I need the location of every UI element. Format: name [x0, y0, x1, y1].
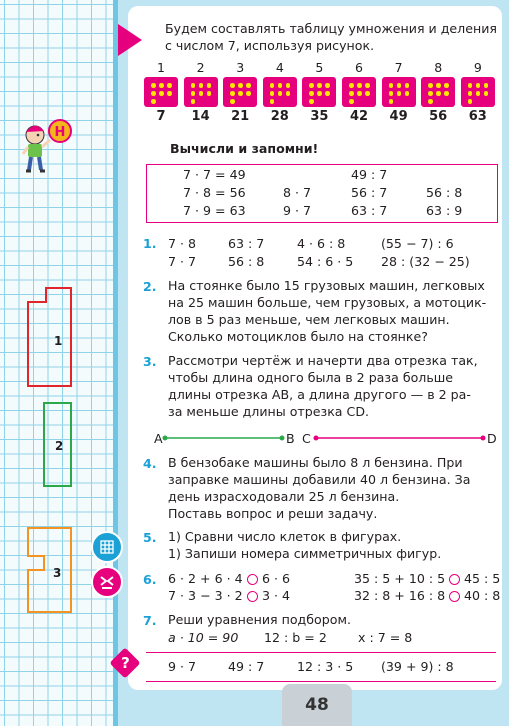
die-total: 21 — [231, 109, 250, 124]
task-1-expr: 63 : 7 — [228, 236, 265, 251]
die-dot — [325, 83, 330, 88]
memo-cell: 9 · 7 — [283, 203, 312, 218]
die-dot — [286, 83, 291, 88]
segment-label-d: D — [487, 431, 497, 446]
die-dot — [230, 91, 235, 96]
memo-cell: 7 · 8 = 56 — [183, 185, 246, 200]
die-dot — [349, 99, 354, 104]
die-dot — [167, 83, 172, 88]
die-count: 1 — [157, 60, 165, 75]
segment-label-c: C — [302, 431, 311, 446]
die-dot — [270, 83, 275, 88]
task-7-equation: 12 : b = 2 — [264, 630, 327, 645]
memo-cell: 63 : 9 — [426, 203, 463, 218]
die-dot — [468, 99, 473, 104]
die-dot — [246, 83, 251, 88]
die-dot — [230, 99, 235, 104]
task-4-line: день израсходовали 25 л бензина. — [168, 489, 400, 504]
die-item — [381, 61, 417, 125]
die-dot — [199, 91, 204, 96]
die-dot — [191, 91, 196, 96]
die-dot — [151, 99, 156, 104]
task-6-expr: 7 · 3 − 3 · 2 — [168, 588, 243, 603]
mascot-letter: Н — [54, 125, 66, 140]
die-total: 42 — [349, 109, 369, 124]
task-2-line: На стоянке было 15 грузовых машин, легковых — [168, 278, 485, 293]
die-dot — [159, 83, 164, 88]
die-count: 6 — [355, 60, 363, 75]
die-item — [460, 61, 496, 125]
task-3-line: Рассмотри чертёж и начерти два отрезка так, — [168, 353, 478, 368]
page-number: 48 — [282, 684, 352, 726]
compare-circle[interactable] — [247, 574, 258, 585]
die-dot — [207, 91, 212, 96]
task-1-expr: 54 : 6 · 5 — [297, 254, 354, 269]
die-dot — [468, 83, 473, 88]
die-dot — [325, 91, 330, 96]
die-dot — [230, 83, 235, 88]
die-dot — [428, 99, 433, 104]
die-item — [183, 61, 219, 125]
task-1-expr: 28 : (32 − 25) — [381, 254, 470, 269]
die-total: 49 — [389, 109, 408, 124]
compare-circle[interactable] — [247, 591, 258, 602]
figure-2-label: 2 — [55, 439, 64, 453]
die-dot — [151, 83, 156, 88]
die-dot — [270, 91, 275, 96]
die-dot — [436, 91, 441, 96]
die-dot — [270, 99, 275, 104]
die-dot — [349, 83, 354, 88]
section-marker-icon — [118, 24, 142, 56]
die-dot — [349, 91, 354, 96]
memo-cell: 56 : 8 — [426, 185, 463, 200]
task-6-number: 6. — [143, 572, 157, 587]
die-dot — [309, 99, 314, 104]
die-dot — [286, 91, 291, 96]
task-6-expr: 40 : 8 — [464, 588, 501, 603]
task-1-expr: (55 − 7) : 6 — [381, 236, 454, 251]
die-dot — [199, 83, 204, 88]
die-dot — [484, 83, 489, 88]
task-6-expr: 45 : 5 — [464, 571, 501, 586]
die-count: 2 — [196, 60, 205, 75]
die-item — [420, 61, 456, 125]
die-dot — [278, 91, 283, 96]
grid-icon — [91, 531, 123, 563]
task-2-line: Сколько мотоциклов было на стоянке? — [168, 329, 428, 344]
die-dot — [238, 83, 243, 88]
die-dot — [397, 83, 402, 88]
compare-circle[interactable] — [449, 574, 460, 585]
segment-label-b: B — [286, 431, 295, 446]
die-count: 8 — [434, 60, 443, 75]
die-total: 7 — [156, 109, 166, 124]
question-symbol: ? — [121, 654, 130, 672]
die-icon — [223, 77, 257, 107]
die-dot — [207, 83, 212, 88]
task-5-line: 1) Запиши номера симметричных фигур. — [168, 546, 442, 561]
die-item — [262, 61, 298, 125]
task-3-line: за меньше длины отрезка CD. — [168, 404, 370, 419]
memo-cell: 7 · 7 = 49 — [183, 167, 246, 182]
task-3-line: длины отрезка AB, а длина другого — в 2 ра- — [168, 387, 471, 402]
die-item — [143, 61, 179, 125]
task-5-number: 5. — [143, 530, 157, 545]
die-item — [341, 61, 377, 125]
die-dot — [389, 99, 394, 104]
die-dot — [309, 83, 314, 88]
task-6-expr: 3 · 4 — [262, 588, 291, 603]
die-dot — [238, 91, 243, 96]
task-1-expr: 7 · 7 — [168, 254, 197, 269]
die-dot — [468, 91, 473, 96]
die-dot — [428, 91, 433, 96]
die-count: 7 — [394, 60, 403, 75]
die-dot — [365, 83, 370, 88]
task-1-expr: 4 · 6 : 8 — [297, 236, 346, 251]
task-5-line: 1) Сравни число клеток в фигурах. — [168, 529, 402, 544]
die-count: 5 — [315, 60, 324, 75]
die-count: 4 — [275, 60, 284, 75]
die-total: 63 — [468, 109, 487, 124]
die-dot — [357, 83, 362, 88]
die-dot — [444, 91, 449, 96]
die-dot — [389, 91, 394, 96]
memo-cell: 63 : 7 — [351, 203, 388, 218]
figure-3-outline — [28, 528, 71, 612]
task-6-expr: 6 · 6 — [262, 571, 291, 586]
task-2-line: лов в 5 раз меньше, чем легковых машин. — [168, 312, 450, 327]
die-dot — [357, 91, 362, 96]
die-dot — [405, 91, 410, 96]
segment-label-a: A — [154, 431, 163, 446]
task-6-expr: 6 · 2 + 6 · 4 — [168, 571, 243, 586]
die-count: 3 — [236, 60, 245, 75]
task-4-line: заправке машины добавили 40 л бензина. За — [168, 472, 471, 487]
figure-3-label: 3 — [53, 566, 62, 580]
die-total: 28 — [270, 109, 289, 124]
question-expr: 12 : 3 · 5 — [297, 659, 354, 674]
memo-cell: 49 : 7 — [351, 167, 388, 182]
task-7-equation: a · 10 = 90 — [168, 630, 239, 645]
die-dot — [317, 83, 322, 88]
die-dot — [476, 91, 481, 96]
compare-icon — [91, 566, 123, 598]
die-icon — [144, 77, 178, 107]
memorize-title: Вычисли и запомни! — [170, 141, 319, 156]
die-icon — [421, 77, 455, 107]
task-7-title: Реши уравнения подбором. — [168, 612, 351, 627]
task-1-expr: 56 : 8 — [228, 254, 265, 269]
die-dot — [191, 83, 196, 88]
task-6-expr: 32 : 8 + 16 : 8 — [354, 588, 446, 603]
figure-1-outline — [28, 288, 71, 386]
die-dot — [365, 91, 370, 96]
die-icon — [382, 77, 416, 107]
die-dot — [278, 83, 283, 88]
die-dot — [389, 83, 394, 88]
memo-cell: 7 · 9 = 63 — [183, 203, 246, 218]
question-expr: 49 : 7 — [228, 659, 265, 674]
die-icon — [263, 77, 297, 107]
segments-diagram — [150, 428, 500, 448]
die-dot — [191, 99, 196, 104]
die-icon — [302, 77, 336, 107]
figure-1-label: 1 — [54, 334, 63, 348]
die-icon — [461, 77, 495, 107]
figure-1 — [0, 0, 118, 726]
die-total: 56 — [429, 109, 448, 124]
intro-line-1: Будем составлять таблицу умножения и деления — [165, 21, 497, 36]
die-icon — [184, 77, 218, 107]
question-line-bottom — [146, 681, 496, 682]
die-dot — [476, 83, 481, 88]
intro-line-2: с числом 7, используя рисунок. — [165, 38, 375, 53]
question-expr: (39 + 9) : 8 — [381, 659, 454, 674]
die-dot — [159, 91, 164, 96]
die-dot — [428, 83, 433, 88]
die-item — [301, 61, 337, 125]
die-icon — [342, 77, 376, 107]
memo-cell: 8 · 7 — [283, 185, 312, 200]
die-dot — [484, 91, 489, 96]
task-4-line: Поставь вопрос и реши задачу. — [168, 506, 378, 521]
die-dot — [397, 91, 402, 96]
task-3-line: чтобы длина одного была в 2 раза больше — [168, 370, 454, 385]
task-3-number: 3. — [143, 354, 157, 369]
question-expr: 9 · 7 — [168, 659, 197, 674]
die-dot — [405, 83, 410, 88]
die-dot — [309, 91, 314, 96]
task-2-number: 2. — [143, 279, 157, 294]
task-7-number: 7. — [143, 613, 157, 628]
die-dot — [317, 91, 322, 96]
task-1-number: 1. — [143, 236, 157, 251]
die-total: 35 — [310, 109, 329, 124]
die-dot — [436, 83, 441, 88]
memo-cell: 56 : 7 — [351, 185, 388, 200]
die-dot — [167, 91, 172, 96]
task-4-line: В бензобаке машины было 8 л бензина. При — [168, 455, 463, 470]
task-2-line: на 25 машин больше, чем грузовых, а мотоцик- — [168, 295, 487, 310]
die-total: 14 — [191, 109, 210, 124]
task-4-number: 4. — [143, 456, 157, 471]
task-7-equation: x : 7 = 8 — [358, 630, 413, 645]
question-line-top — [146, 652, 496, 653]
die-dot — [151, 91, 156, 96]
die-dot — [444, 83, 449, 88]
task-6-expr: 35 : 5 + 10 : 5 — [354, 571, 446, 586]
die-dot — [246, 91, 251, 96]
die-item — [222, 61, 258, 125]
die-count: 9 — [473, 60, 482, 75]
task-1-expr: 7 · 8 — [168, 236, 197, 251]
compare-circle[interactable] — [449, 591, 460, 602]
